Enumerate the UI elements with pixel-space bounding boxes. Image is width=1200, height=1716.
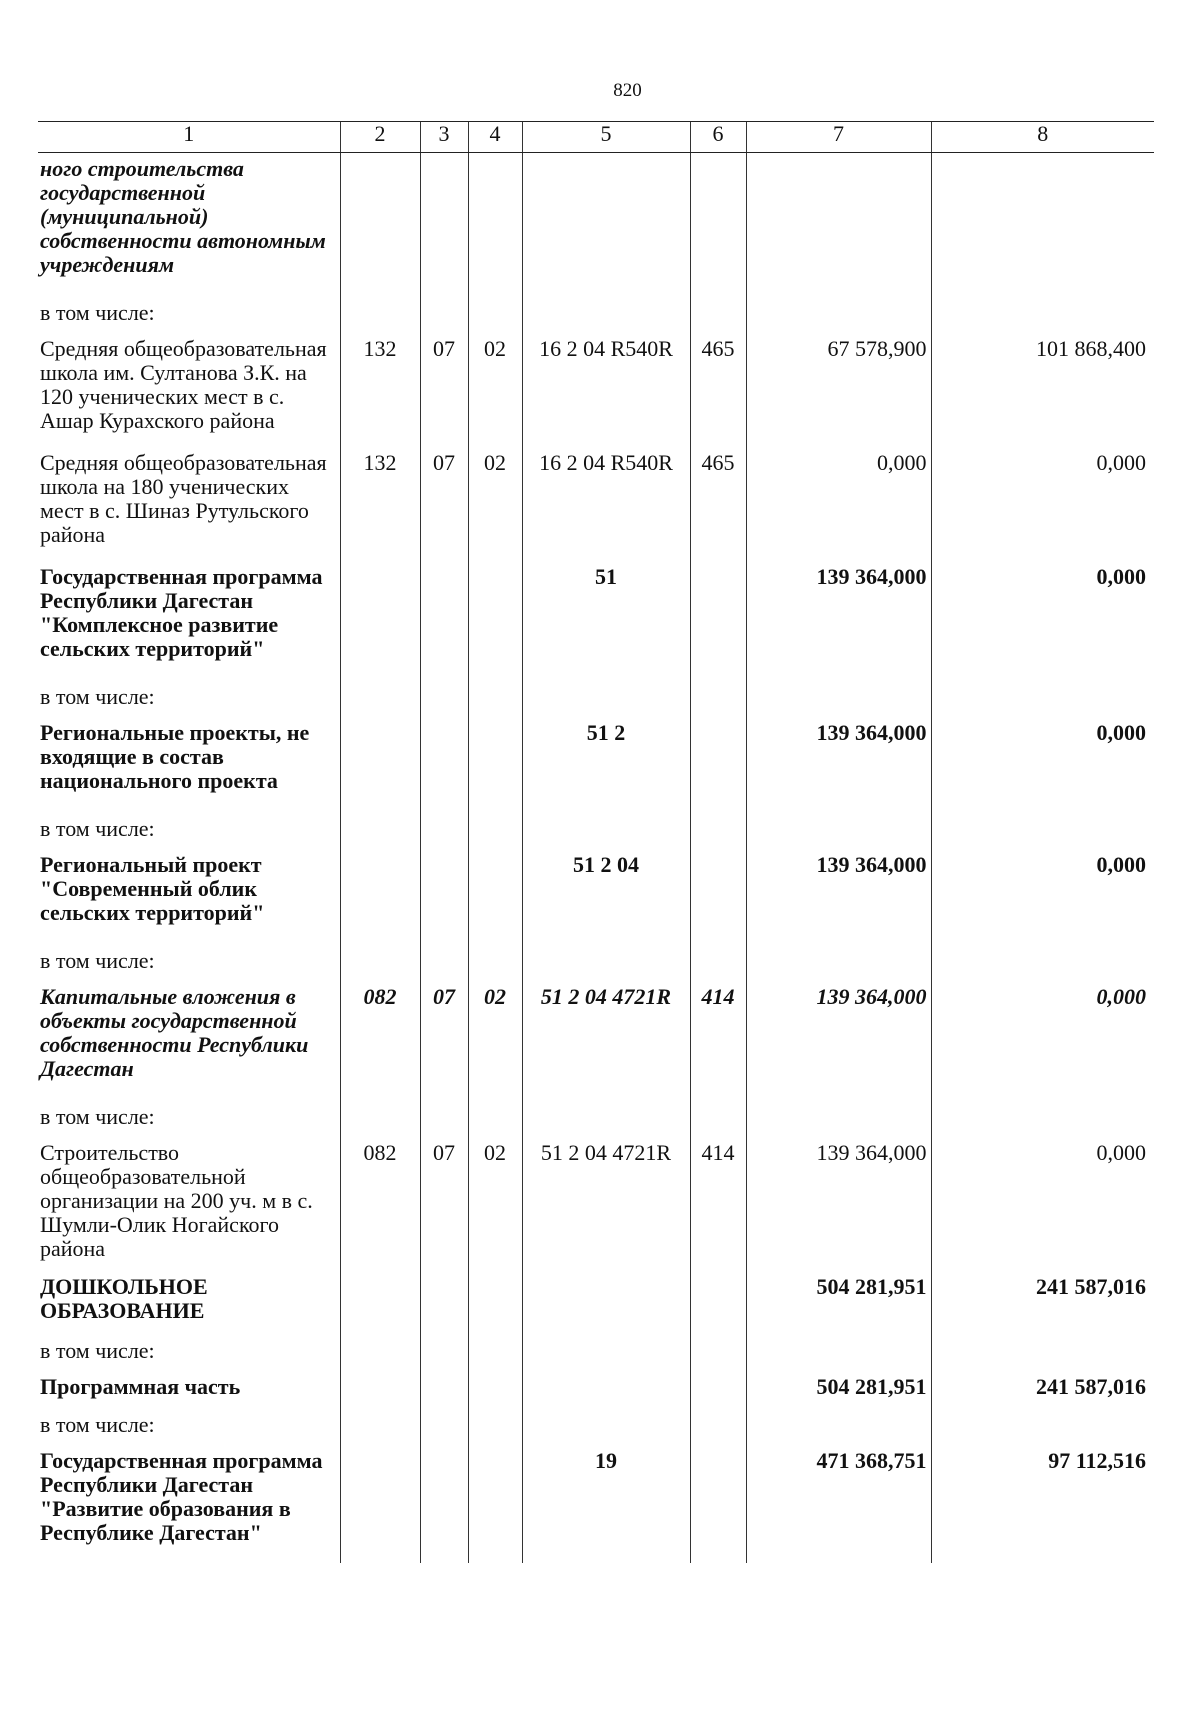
cell-col-7 [746, 1099, 931, 1137]
cell-col-5: 19 [522, 1445, 690, 1553]
column-header: 3 [420, 122, 468, 153]
filler-cell [420, 1553, 468, 1563]
row-label: в том числе: [40, 300, 155, 325]
cell-col-3 [420, 1407, 468, 1445]
cell-col-4: 02 [468, 981, 522, 1099]
cell-col-4 [468, 943, 522, 981]
cell-col-4 [468, 1099, 522, 1137]
row-label: Средняя общеобразовательная школа на 180 ученических мест в с. Шиназ Рутульского района [40, 450, 327, 547]
cell-col-4 [468, 679, 522, 717]
cell-col-3: 07 [420, 333, 468, 447]
cell-col-6: 414 [690, 1137, 746, 1271]
column-header: 2 [340, 122, 420, 153]
cell-col-5: 51 [522, 561, 690, 679]
row-label: в том числе: [40, 684, 155, 709]
cell-col-6 [690, 1333, 746, 1371]
cell-col-7: 504 281,951 [746, 1271, 931, 1333]
cell-col-3: 07 [420, 981, 468, 1099]
cell-col-7 [746, 295, 931, 333]
cell-col-8: 241 587,016 [931, 1371, 1154, 1407]
column-header: 1 [38, 122, 340, 153]
row-label: в том числе: [40, 1412, 155, 1437]
table-row [38, 295, 1154, 333]
cell-col-3: 07 [420, 1137, 468, 1271]
cell-col-8 [931, 679, 1154, 717]
cell-col-6: 465 [690, 447, 746, 561]
cell-col-6: 465 [690, 333, 746, 447]
column-header: 6 [690, 122, 746, 153]
cell-col-8 [931, 1407, 1154, 1445]
cell-col-2: 082 [340, 1137, 420, 1271]
table-row [38, 1137, 1154, 1271]
cell-col-3 [420, 1371, 468, 1407]
cell-col-5 [522, 1271, 690, 1333]
cell-col-7: 139 364,000 [746, 981, 931, 1099]
filler-cell [746, 1553, 931, 1563]
cell-col-8 [931, 1333, 1154, 1371]
cell-col-7: 471 368,751 [746, 1445, 931, 1553]
cell-col-2 [340, 1445, 420, 1553]
cell-col-4 [468, 811, 522, 849]
row-label: Средняя общеобразовательная школа им. Султанова З.К. на 120 ученических мест в с. Ашар Курахского района [40, 336, 327, 433]
cell-col-8: 241 587,016 [931, 1271, 1154, 1333]
cell-col-7: 67 578,900 [746, 333, 931, 447]
cell-col-2: 132 [340, 333, 420, 447]
cell-col-2: 082 [340, 981, 420, 1099]
cell-col-5: 51 2 04 4721R [522, 1137, 690, 1271]
cell-col-3: 07 [420, 447, 468, 561]
budget-table [38, 121, 1154, 1563]
cell-col-2 [340, 943, 420, 981]
row-label: Региональные проекты, не входящие в состав национального проекта [40, 720, 310, 793]
table-row [38, 447, 1154, 561]
table-row [38, 1407, 1154, 1445]
column-header: 4 [468, 122, 522, 153]
cell-col-8 [931, 153, 1154, 296]
cell-col-8: 101 868,400 [931, 333, 1154, 447]
cell-col-7: 139 364,000 [746, 1137, 931, 1271]
row-label: Строительство общеобразовательной организации на 200 уч. м в с. Шумли-Олик Ногайского района [40, 1140, 313, 1261]
table-row [38, 679, 1154, 717]
column-header: 7 [746, 122, 931, 153]
table-row [38, 333, 1154, 447]
cell-col-3 [420, 561, 468, 679]
cell-col-5: 16 2 04 R540R [522, 447, 690, 561]
table-row [38, 153, 1154, 296]
cell-col-6 [690, 153, 746, 296]
cell-col-3 [420, 679, 468, 717]
cell-col-3 [420, 295, 468, 333]
cell-col-5 [522, 1333, 690, 1371]
cell-col-6 [690, 943, 746, 981]
cell-col-7 [746, 1333, 931, 1371]
cell-col-5 [522, 153, 690, 296]
table-row [38, 811, 1154, 849]
row-label: Государственная программа Республики Дагестан "Комплексное развитие сельских территорий" [40, 564, 323, 661]
cell-col-3 [420, 717, 468, 811]
row-label: в том числе: [40, 948, 155, 973]
filler-cell [690, 1553, 746, 1563]
cell-col-5 [522, 1371, 690, 1407]
cell-col-5: 51 2 04 4721R [522, 981, 690, 1099]
cell-col-2 [340, 295, 420, 333]
cell-col-2 [340, 561, 420, 679]
cell-col-7: 0,000 [746, 447, 931, 561]
cell-col-3 [420, 849, 468, 943]
table-row [38, 1099, 1154, 1137]
table-filler-row [38, 1553, 1154, 1563]
cell-col-3 [420, 153, 468, 296]
cell-col-2 [340, 849, 420, 943]
cell-col-6 [690, 679, 746, 717]
column-header: 5 [522, 122, 690, 153]
table-row [38, 981, 1154, 1099]
cell-col-8 [931, 943, 1154, 981]
cell-col-8: 0,000 [931, 1137, 1154, 1271]
cell-col-7 [746, 153, 931, 296]
cell-col-5: 51 2 04 [522, 849, 690, 943]
cell-col-4 [468, 295, 522, 333]
cell-col-3 [420, 1333, 468, 1371]
row-label: Капитальные вложения в объекты государственной собственности Республики Дагестан [40, 984, 309, 1081]
filler-cell [38, 1553, 340, 1563]
cell-col-7: 139 364,000 [746, 849, 931, 943]
cell-col-7 [746, 943, 931, 981]
table-header [38, 122, 1154, 153]
cell-col-8: 0,000 [931, 717, 1154, 811]
cell-col-5 [522, 943, 690, 981]
cell-col-6 [690, 811, 746, 849]
cell-col-4 [468, 561, 522, 679]
cell-col-4 [468, 1407, 522, 1445]
cell-col-2 [340, 1333, 420, 1371]
cell-col-6 [690, 1371, 746, 1407]
cell-col-4: 02 [468, 333, 522, 447]
filler-cell [522, 1553, 690, 1563]
table-row [38, 1371, 1154, 1407]
table-body [38, 153, 1154, 1564]
table-row [38, 943, 1154, 981]
cell-col-5 [522, 1099, 690, 1137]
cell-col-7 [746, 811, 931, 849]
cell-col-4 [468, 1371, 522, 1407]
table-row [38, 849, 1154, 943]
cell-col-4: 02 [468, 447, 522, 561]
row-label: в том числе: [40, 1338, 155, 1363]
cell-col-3 [420, 811, 468, 849]
cell-col-8 [931, 1099, 1154, 1137]
cell-col-8: 0,000 [931, 981, 1154, 1099]
row-label: в том числе: [40, 1104, 155, 1129]
cell-col-8: 0,000 [931, 849, 1154, 943]
cell-col-5 [522, 1407, 690, 1445]
budget-table-container [38, 121, 1154, 1596]
cell-col-7: 139 364,000 [746, 561, 931, 679]
table-row [38, 1445, 1154, 1553]
cell-col-2 [340, 811, 420, 849]
cell-col-6 [690, 295, 746, 333]
table-row [38, 1333, 1154, 1371]
cell-col-3 [420, 943, 468, 981]
cell-col-2 [340, 1271, 420, 1333]
row-label: ного строительства государственной (муниципальной) собственности автономным учреждениям [40, 156, 326, 277]
row-label: Программная часть [40, 1374, 241, 1399]
cell-col-3 [420, 1271, 468, 1333]
row-label: Региональный проект "Современный облик сельских территорий" [40, 852, 265, 925]
cell-col-5: 51 2 [522, 717, 690, 811]
cell-col-7: 504 281,951 [746, 1371, 931, 1407]
table-row [38, 1271, 1154, 1333]
cell-col-8: 0,000 [931, 447, 1154, 561]
cell-col-2 [340, 679, 420, 717]
header-row [38, 122, 1154, 153]
cell-col-5 [522, 295, 690, 333]
row-label: Государственная программа Республики Дагестан "Развитие образования в Республике Дагестан" [40, 1448, 323, 1545]
cell-col-4 [468, 1445, 522, 1553]
cell-col-2: 132 [340, 447, 420, 561]
cell-col-6 [690, 1271, 746, 1333]
cell-col-3 [420, 1099, 468, 1137]
cell-col-5 [522, 679, 690, 717]
filler-cell [931, 1553, 1154, 1563]
column-header: 8 [931, 122, 1154, 153]
cell-col-2 [340, 153, 420, 296]
cell-col-7 [746, 1407, 931, 1445]
cell-col-5: 16 2 04 R540R [522, 333, 690, 447]
cell-col-4 [468, 849, 522, 943]
cell-col-4 [468, 1333, 522, 1371]
table-row [38, 717, 1154, 811]
cell-col-6 [690, 717, 746, 811]
cell-col-4 [468, 717, 522, 811]
cell-col-2 [340, 1099, 420, 1137]
cell-col-2 [340, 1407, 420, 1445]
cell-col-2 [340, 717, 420, 811]
cell-col-6 [690, 849, 746, 943]
cell-col-2 [340, 1371, 420, 1407]
cell-col-5 [522, 811, 690, 849]
row-label: в том числе: [40, 816, 155, 841]
row-label: ДОШКОЛЬНОЕ ОБРАЗОВАНИЕ [40, 1274, 208, 1323]
filler-cell [340, 1553, 420, 1563]
cell-col-6 [690, 561, 746, 679]
cell-col-4 [468, 153, 522, 296]
cell-col-8: 0,000 [931, 561, 1154, 679]
cell-col-8: 97 112,516 [931, 1445, 1154, 1553]
cell-col-3 [420, 1445, 468, 1553]
cell-col-8 [931, 295, 1154, 333]
cell-col-6 [690, 1407, 746, 1445]
cell-col-4: 02 [468, 1137, 522, 1271]
cell-col-6 [690, 1445, 746, 1553]
cell-col-4 [468, 1271, 522, 1333]
table-row [38, 561, 1154, 679]
cell-col-8 [931, 811, 1154, 849]
cell-col-7: 139 364,000 [746, 717, 931, 811]
page-number: 820 [613, 80, 642, 101]
filler-cell [468, 1553, 522, 1563]
cell-col-6: 414 [690, 981, 746, 1099]
cell-col-6 [690, 1099, 746, 1137]
cell-col-7 [746, 679, 931, 717]
